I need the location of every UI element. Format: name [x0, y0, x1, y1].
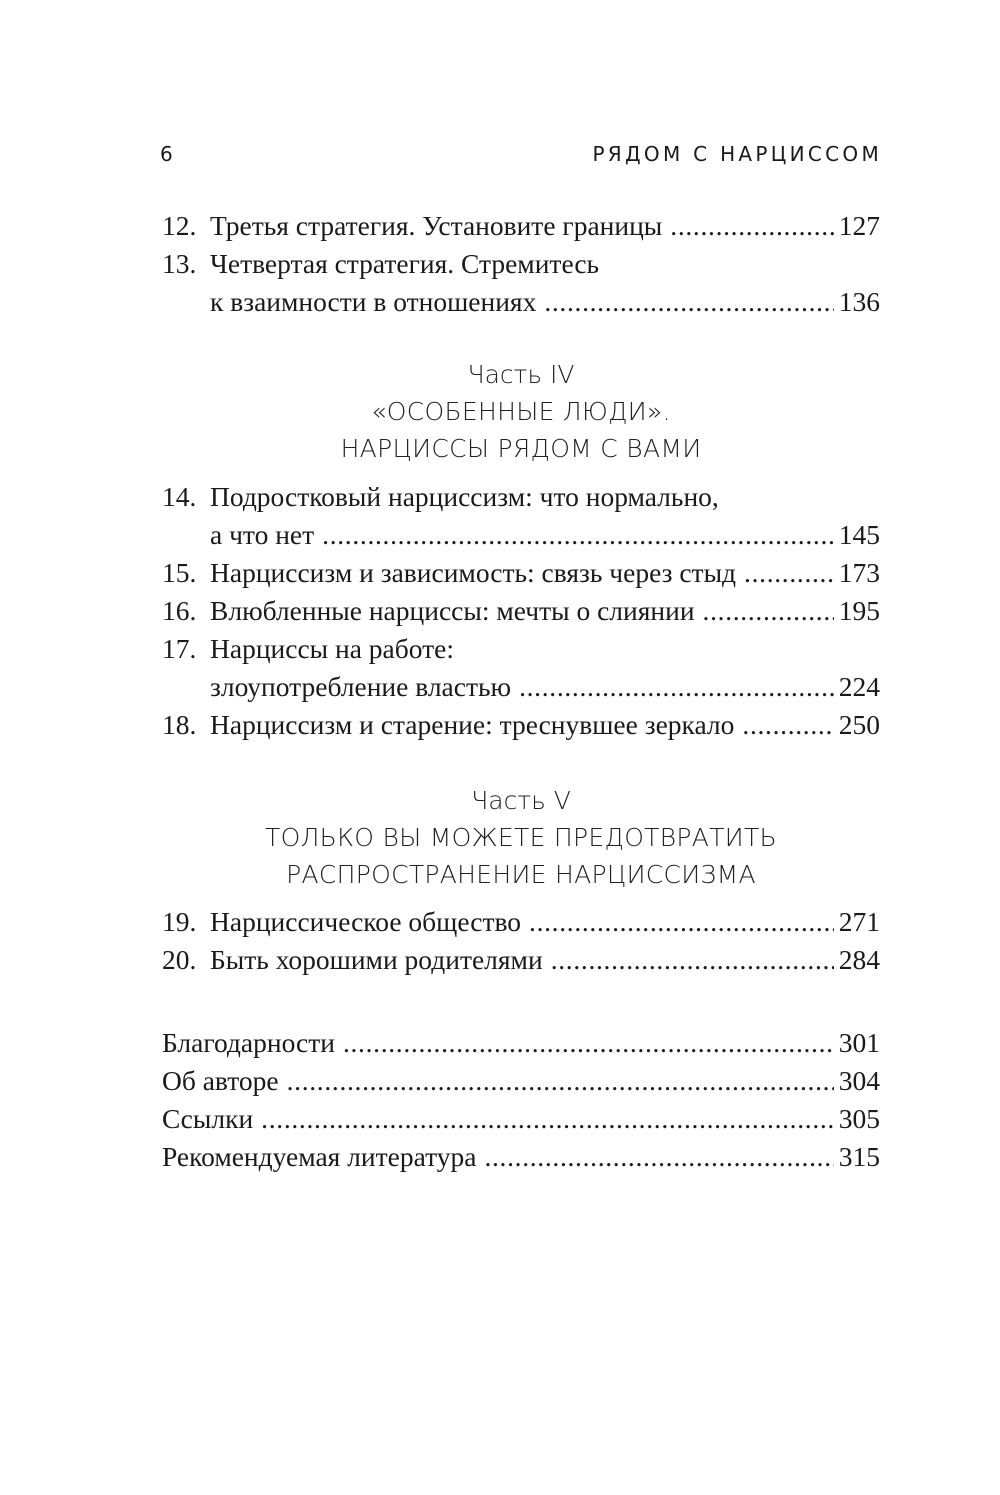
- toc-entry-13[interactable]: [162, 245, 880, 283]
- entry-title: Рекомендуемая литература: [162, 1141, 477, 1172]
- toc-entry-references[interactable]: [162, 1100, 880, 1138]
- dot-leader: [343, 1024, 834, 1062]
- toc-block-part4: [162, 478, 880, 744]
- page-ref: 284: [838, 944, 880, 975]
- chapter-number: 13.: [162, 248, 197, 279]
- page-ref: 315: [838, 1141, 880, 1172]
- page-ref: 305: [838, 1103, 880, 1134]
- toc-entry-18[interactable]: [162, 706, 880, 744]
- part-label: Часть V: [471, 786, 571, 815]
- page-ref: 145: [838, 519, 880, 550]
- toc-entry-14[interactable]: [162, 478, 880, 516]
- dot-leader: [742, 706, 833, 744]
- chapter-title: Третья стратегия. Установите границы: [210, 210, 663, 241]
- page-ref: 195: [838, 595, 880, 626]
- part-4-heading: [160, 356, 882, 467]
- toc-back-matter: [162, 1024, 880, 1176]
- part-title-line-2: РАСПРОСТРАНЕНИЕ НАРЦИССИЗМА: [286, 860, 756, 889]
- chapter-title: Влюбленные нарциссы: мечты о слиянии: [210, 595, 695, 626]
- chapter-number: 12.: [162, 210, 197, 241]
- chapter-number: 20.: [162, 944, 197, 975]
- chapter-number: 14.: [162, 481, 197, 512]
- chapter-title: Нарциссическое общество: [210, 906, 522, 937]
- toc-entry-acknowledgements[interactable]: [162, 1024, 880, 1062]
- dot-leader: [322, 516, 834, 554]
- chapter-title: Нарциссы на работе:: [210, 633, 455, 664]
- chapter-title-cont: а что нет: [210, 519, 315, 550]
- page-ref: 224: [838, 671, 880, 702]
- page-ref: 127: [838, 210, 880, 241]
- chapter-title: Четвертая стратегия. Стремитесь: [210, 248, 600, 279]
- chapter-title-cont: злоупотребление властью: [210, 671, 512, 702]
- toc-entry-14-cont[interactable]: [162, 516, 880, 554]
- entry-title: Об авторе: [162, 1065, 279, 1096]
- toc-entry-19[interactable]: [162, 903, 880, 941]
- chapter-title: Нарциссизм и зависимость: связь через стыд: [210, 557, 737, 588]
- dot-leader: [519, 668, 834, 706]
- chapter-number: 16.: [162, 595, 197, 626]
- dot-leader: [703, 592, 834, 630]
- entry-title: Ссылки: [162, 1103, 254, 1134]
- dot-leader: [744, 554, 834, 592]
- toc-entry-about-author[interactable]: [162, 1062, 880, 1100]
- page-ref: 304: [838, 1065, 880, 1096]
- chapter-number: 18.: [162, 709, 197, 740]
- page-number: 6: [160, 142, 173, 166]
- toc-entry-20[interactable]: [162, 941, 880, 979]
- running-header: [160, 142, 882, 178]
- chapter-number: 19.: [162, 906, 197, 937]
- chapter-title: Подростковый нарциссизм: что нормально,: [210, 481, 719, 512]
- dot-leader: [670, 207, 833, 245]
- chapter-title: Нарциссизм и старение: треснувшее зеркало: [210, 709, 735, 740]
- toc-entry-17-cont[interactable]: [162, 668, 880, 706]
- page-ref: 301: [838, 1027, 880, 1058]
- toc-entry-13-cont[interactable]: [162, 283, 880, 321]
- toc-entry-recommended-reading[interactable]: [162, 1138, 880, 1176]
- chapter-number: 17.: [162, 633, 197, 664]
- part-title-line-1: ТОЛЬКО ВЫ МОЖЕТЕ ПРЕДОТВРАТИТЬ: [265, 823, 777, 852]
- toc-block-part5: [162, 903, 880, 979]
- entry-title: Благодарности: [162, 1027, 335, 1058]
- running-title: РЯДОМ С НАРЦИССОМ: [592, 142, 882, 166]
- part-title-line-2: НАРЦИССЫ РЯДОМ С ВАМИ: [340, 434, 702, 463]
- dot-leader: [529, 903, 834, 941]
- page-ref: 173: [838, 557, 880, 588]
- chapter-number: 15.: [162, 557, 197, 588]
- dot-leader: [287, 1062, 834, 1100]
- chapter-title: Быть хорошими родителями: [210, 944, 543, 975]
- toc-entry-12[interactable]: [162, 207, 880, 245]
- dot-leader: [551, 941, 834, 979]
- toc-entry-16[interactable]: [162, 592, 880, 630]
- dot-leader: [544, 283, 833, 321]
- page-ref: 136: [838, 286, 880, 317]
- dot-leader: [484, 1138, 833, 1176]
- page-ref: 271: [838, 906, 880, 937]
- toc-entry-15[interactable]: [162, 554, 880, 592]
- part-title-line-1: «ОСОБЕННЫЕ ЛЮДИ».: [371, 397, 671, 426]
- part-5-heading: [160, 782, 882, 893]
- toc-entry-17[interactable]: [162, 630, 880, 668]
- chapter-title-cont: к взаимности в отношениях: [210, 286, 537, 317]
- page-ref: 250: [838, 709, 880, 740]
- toc-block-part3-end: [162, 207, 880, 321]
- dot-leader: [261, 1100, 834, 1138]
- part-label: Часть IV: [467, 360, 575, 389]
